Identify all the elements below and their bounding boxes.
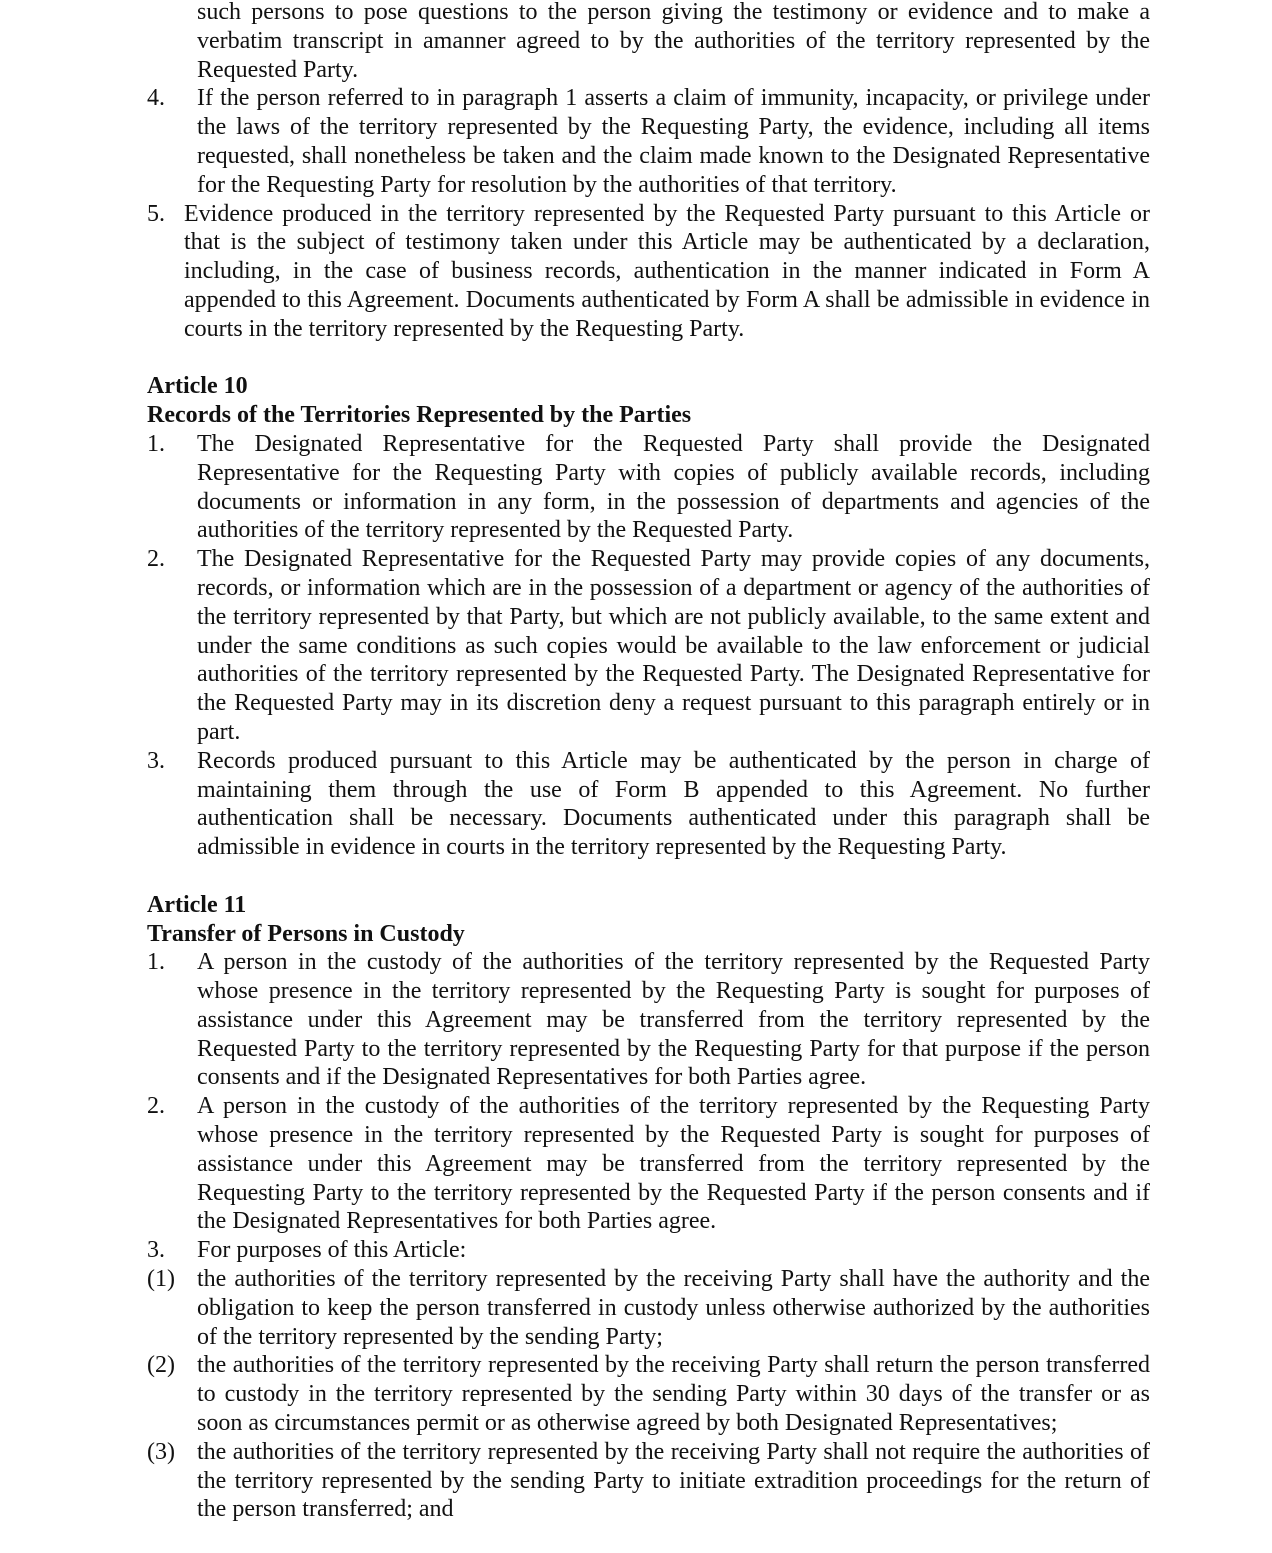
paragraph-number: 5. xyxy=(147,200,165,227)
article-10-title: Records of the Territories Represented by the Parties xyxy=(147,402,692,429)
subparagraph-text: the authorities of the territory represented by the receiving Party shall return the person transferred to custody in the territory represented by the sending Party within 30 days of the transfer or as soon as circumstances permit or as otherwise agreed by both Designated Representatives; xyxy=(197,1352,1150,1437)
article-11-title: Transfer of Persons in Custody xyxy=(147,920,465,947)
subparagraph-text: the authorities of the territory represented by the receiving Party shall have the authority and the obligation to keep the person transferred in custody unless otherwise authorized by the authorities of the territory represented by the sending Party; xyxy=(197,1266,1150,1350)
article-10-label: Article 10 xyxy=(147,373,248,400)
article-9-paragraph-5 xyxy=(147,200,1150,344)
paragraph-text: The Designated Representative for the Requested Party may provide copies of any documents, records, or information which are in the possession of a department or agency of the authorities of the territory represented by that Party, but which are not publicly available, to the same extent and under the same conditions as such copies would be available to the law enforcement or judicial authorities of the territory represented by the Requested Party. The Designated Representative for the Requested Party may in its discretion deny a request pursuant to this paragraph entirely or in part. xyxy=(197,546,1150,745)
paragraph-text: Records produced pursuant to this Article may be authenticated by the person in charge of maintaining them through the use of Form B appended to this Agreement. No further authentication shall be necessary. Documents authenticated under this paragraph shall be admissible in evidence in courts in the territory represented by the Requesting Party. xyxy=(197,747,1150,861)
spacer xyxy=(147,344,1150,373)
paragraph-text: If the person referred to in paragraph 1 asserts a claim of immunity, incapacity, or privilege under the laws of the territory represented by the Requesting Party, the evidence, including all items requested, shall nonetheless be taken and the claim made known to the Designated Representative for the Requesting Party for resolution by the authorities of that territory. xyxy=(197,85,1150,198)
subparagraph-number: (1) xyxy=(147,1266,175,1293)
paragraph-number: 2. xyxy=(147,546,165,573)
paragraph-text: The Designated Representative for the Requested Party shall provide the Designated Representative for the Requesting Party with copies of publicly available records, including documents or information in any form, in the possession of departments and agencies of the authorities of the territory represented by the Requested Party. xyxy=(197,430,1150,544)
paragraph-number: 4. xyxy=(147,85,165,112)
spacer xyxy=(147,862,1150,891)
article-11-paragraph-1 xyxy=(147,948,1150,1092)
article-11-subparagraph-3 xyxy=(147,1438,1150,1524)
article-10-paragraph-1 xyxy=(147,430,1150,545)
article-11-subparagraph-1 xyxy=(147,1265,1150,1351)
paragraph-number: 3. xyxy=(147,1237,165,1264)
article-11-paragraph-2 xyxy=(147,1092,1150,1236)
document-page xyxy=(147,0,1150,1524)
subparagraph-number: (2) xyxy=(147,1352,175,1379)
paragraph-text: A person in the custody of the authorities of the territory represented by the Requested Party whose presence in the territory represented by the Requesting Party is sought for purposes of assistance under this Agreement may be transferred from the territory represented by the Requested Party to the territory represented by the Requesting Party for that purpose if the person consents and if the Designated Representatives for both Parties agree. xyxy=(197,949,1150,1091)
paragraph-number: 1. xyxy=(147,949,165,976)
paragraph-text: For purposes of this Article: xyxy=(197,1237,467,1264)
paragraph-number: 3. xyxy=(147,747,165,774)
article-11-label: Article 11 xyxy=(147,891,247,918)
article-11-paragraph-3 xyxy=(147,1236,1150,1265)
article-9-paragraph-4 xyxy=(147,84,1150,199)
article-10-paragraph-3 xyxy=(147,747,1150,862)
subparagraph-text: the authorities of the territory represented by the receiving Party shall not require the authorities of the territory represented by the sending Party to initiate extradition proceedings for the return of the person transferred; and xyxy=(197,1438,1150,1523)
paragraph-number: 1. xyxy=(147,430,165,457)
article-9-paragraph-3-continuation: such persons to pose questions to the person giving the testimony or evidence and to make a verbatim transcript in amanner agreed to by the authorities of the territory represented by the Requested Party. xyxy=(197,0,1150,83)
paragraph-number: 2. xyxy=(147,1093,165,1120)
paragraph-text: Evidence produced in the territory represented by the Requested Party pursuant to this Article or that is the subject of testimony taken under this Article may be authenticated by a declaration, including, in the case of business records, authentication in the manner indicated in Form A appended to this Agreement. Documents authenticated by Form A shall be admissible in evidence in courts in the territory represented by the Requesting Party. xyxy=(184,200,1150,342)
article-10-paragraph-2 xyxy=(147,545,1150,747)
paragraph-text: A person in the custody of the authorities of the territory represented by the Requesting Party whose presence in the territory represented by the Requested Party is sought for purposes of assistance under this Agreement may be transferred from the territory represented by the Requesting Party to the territory represented by the Requested Party if the person consents and if the Designated Representatives for both Parties agree. xyxy=(197,1093,1150,1235)
article-11-subparagraph-2 xyxy=(147,1351,1150,1437)
subparagraph-number: (3) xyxy=(147,1438,175,1465)
